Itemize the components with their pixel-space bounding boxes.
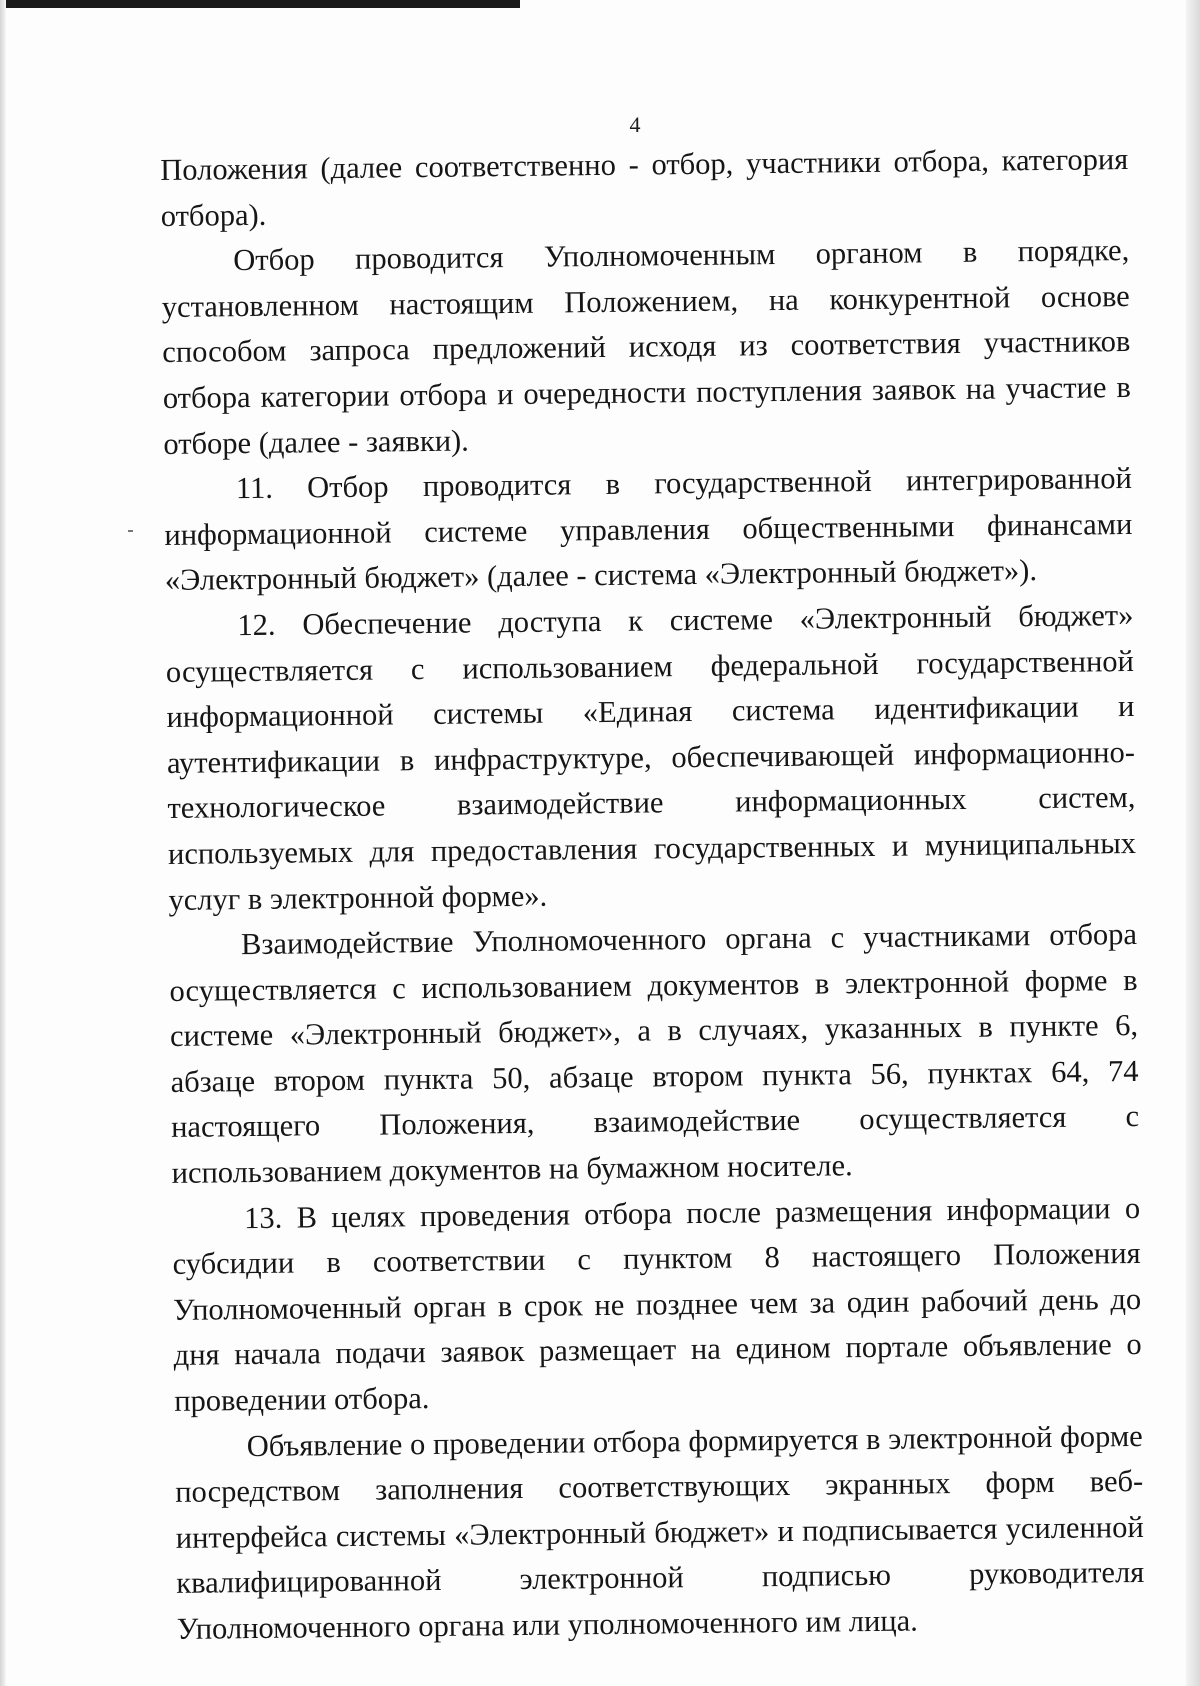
paragraph-item-12: 12. Обеспечение доступа к системе «Электронный бюджет» осуществляется с использованием федеральной государственной информационной системы «Единая система идентификации и аутентификации в инфраструктуре, обеспечивающей информационно-технологическое взаимодействие информационных систем, используемых для предоставления государственных и муниципальных услуг в электронной форме». [165,597,1137,917]
scan-top-edge [0,0,520,8]
paragraph-selection-procedure: Отбор проводится Уполномоченным органом в порядке, установленном настоящим Положением, на конкурентной основе способом запроса предложений исходя из соответствия участников отбора категории отбора и очередности поступления заявок на участие в отборе (далее - заявки). [161,233,1131,461]
scan-right-edge [1186,0,1200,1686]
scan-speck [128,530,133,532]
paragraph-announcement: Объявление о проведении отбора формируется в электронной форме посредством заполнения соответствующих экранных форм веб-интерфейса системы «Электронный бюджет» и подписывается усиленной квалифицированной электронной подписью руководителя Уполномоченного органа или уполномоченного им лица. [175,1418,1145,1646]
paragraph-interaction: Взаимодействие Уполномоченного органа с участниками отбора осуществляется с использованием документов в электронной форме в системе «Электронный бюджет», а в случаях, указанных в пункте 6, абзаце втором пункта 50, абзаце втором пункта 56, пунктах 64, 74 настоящего Положения, взаимодействие осуществляется с использованием документов на бумажном носителе. [169,917,1140,1190]
page-number: 4 [629,112,641,137]
paragraph-item-11: 11. Отбор проводится в государственной интегрированной информационной системе управления общественными финансами «Электронный бюджет» (далее - система «Электронный бюджет»). [164,461,1133,598]
scan-left-edge [0,0,6,1686]
paragraph-continuation: Положения (далее соответственно - отбор, участники отбора, категория отбора). [160,142,1129,233]
document-body [160,137,1145,1652]
paragraph-item-13: 13. В целях проведения отбора после размещения информации о субсидии в соответствии с пунктом 8 настоящего Положения Уполномоченный орган в срок не позднее чем за один рабочий день до дня начала подачи заявок размещает на едином портале объявление о проведении отбора. [172,1190,1142,1418]
